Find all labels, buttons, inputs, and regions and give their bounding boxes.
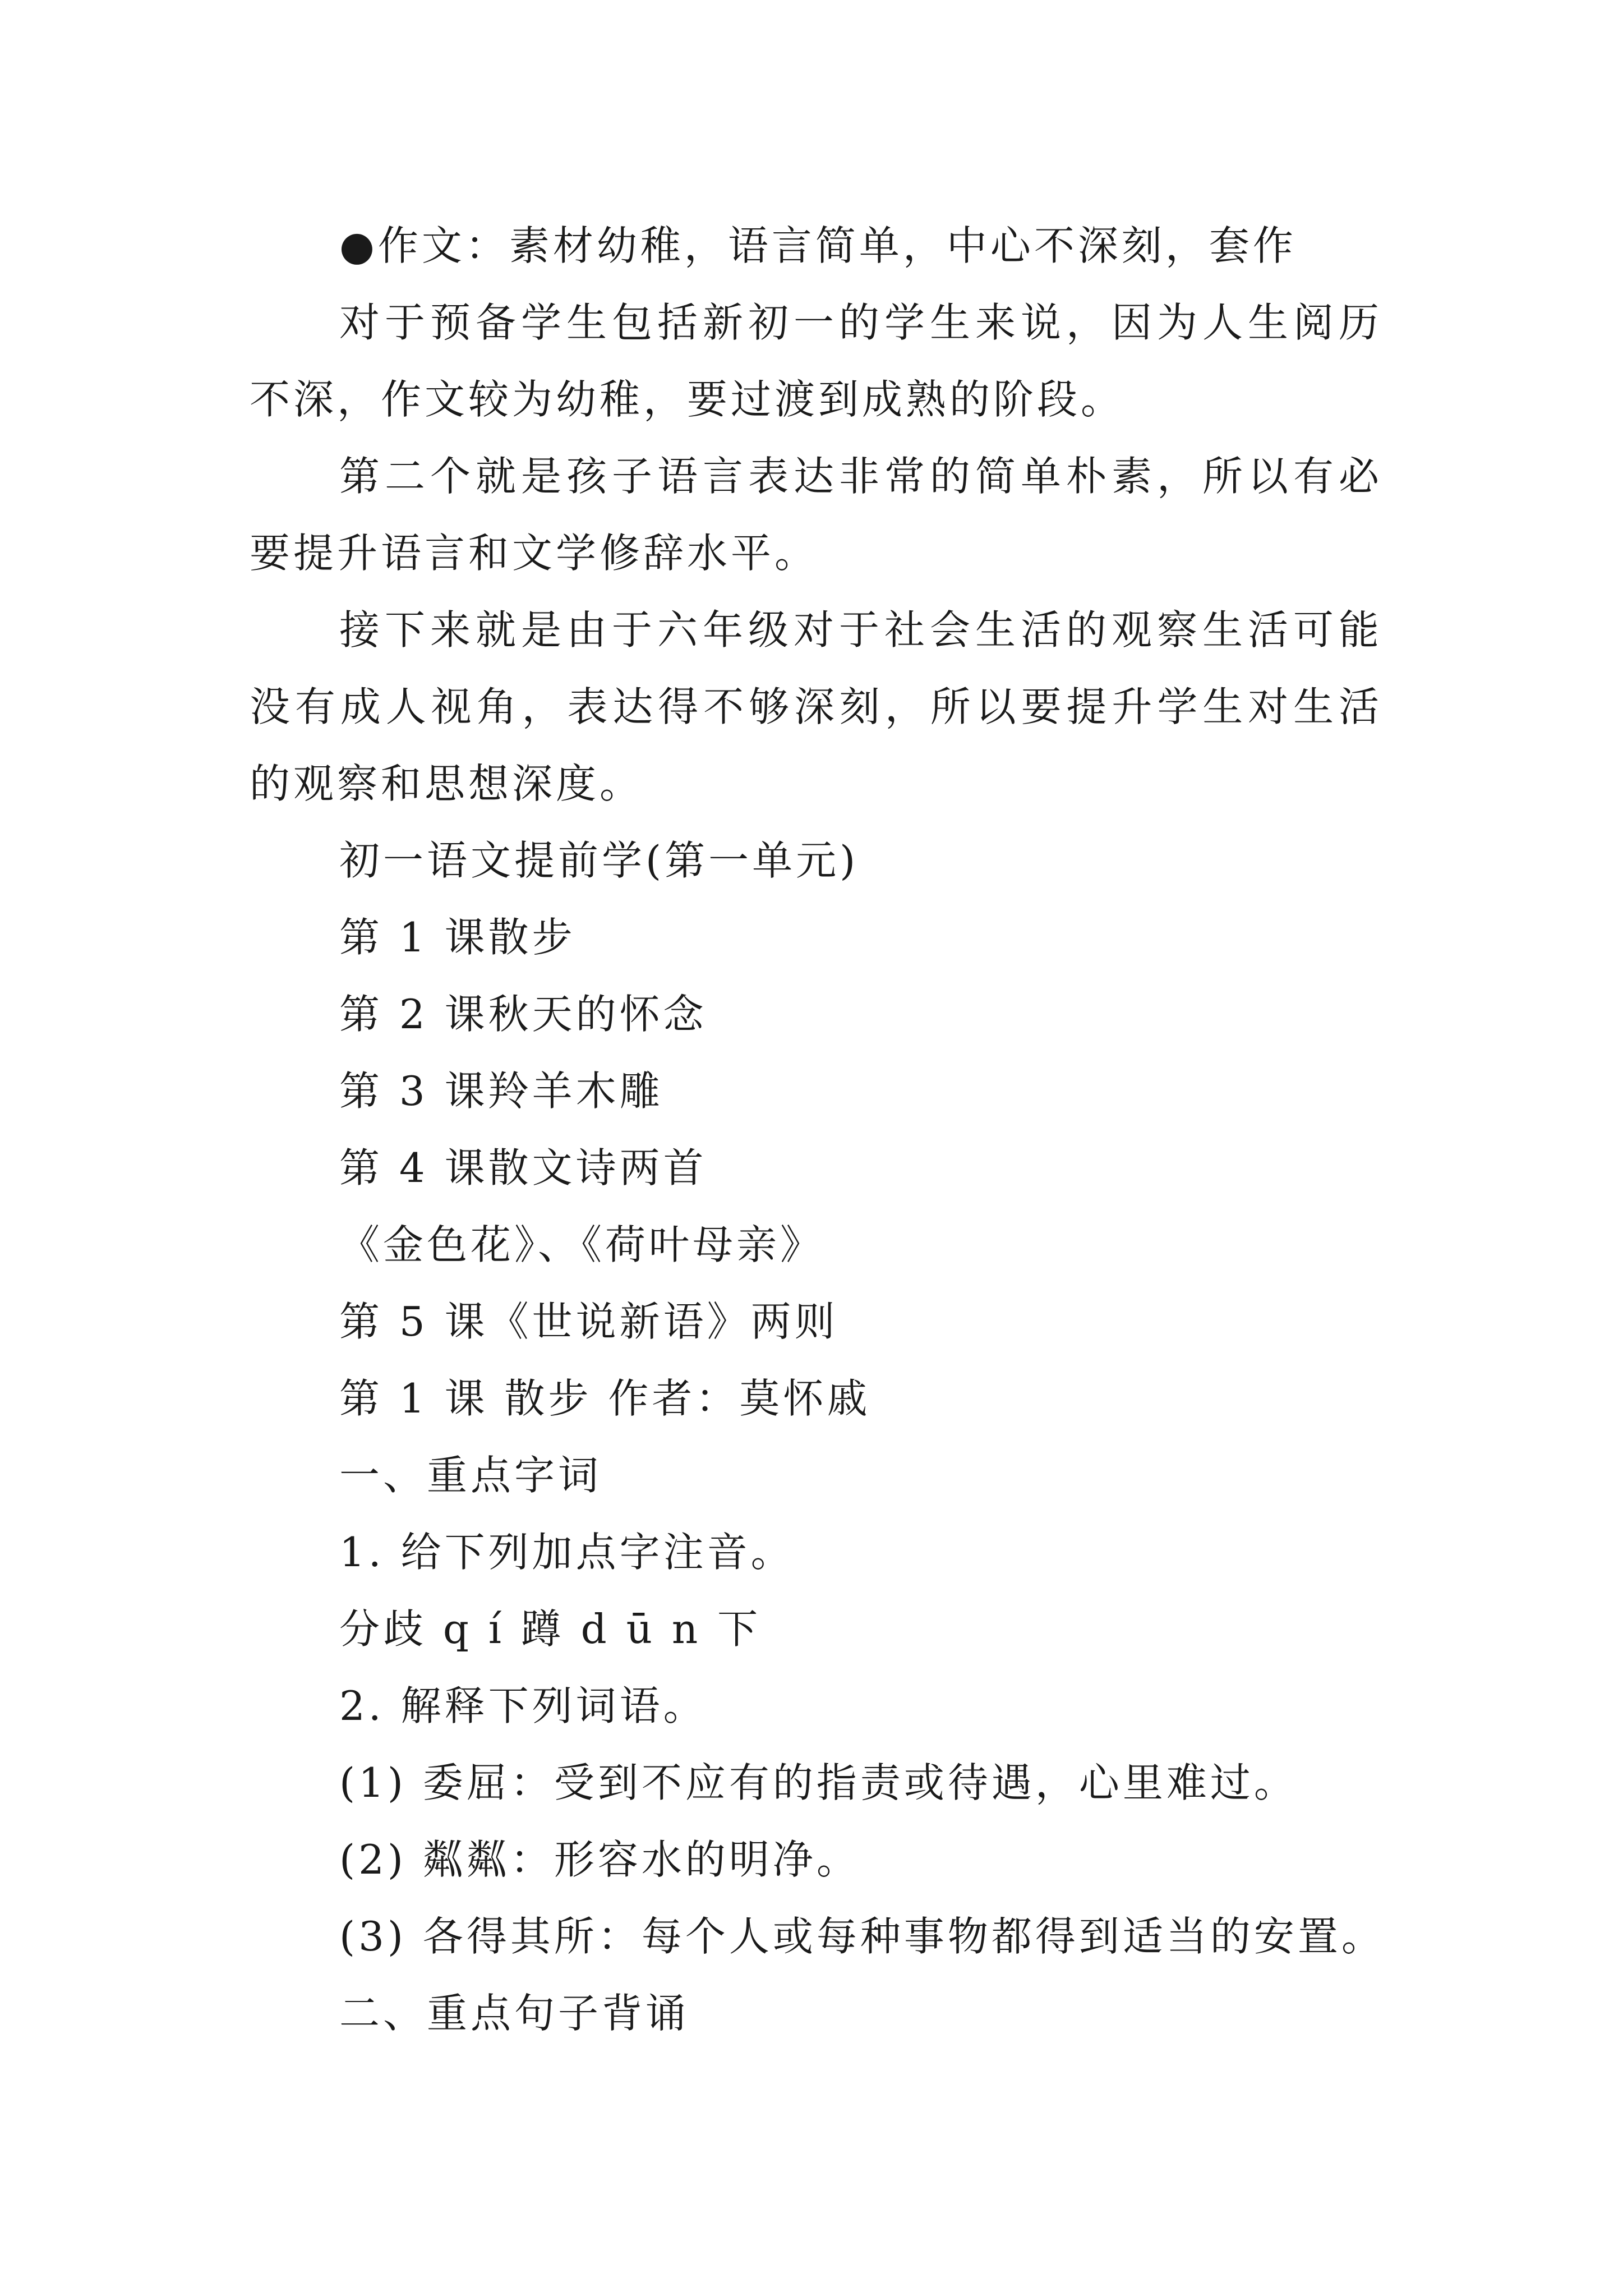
- document-body: [250, 208, 1385, 2052]
- section-heading-recitation: 二、重点句子背诵: [339, 1990, 690, 2037]
- lesson-heading: 第 1 课 散步 作者：莫怀戚: [339, 1375, 871, 1422]
- lesson-item: 第 5 课《世说新语》两则: [339, 1298, 838, 1345]
- question-definitions: 2. 解释下列词语。: [339, 1682, 707, 1729]
- lesson-item: 第 1 课散步: [339, 914, 576, 961]
- paragraph-maturity: 对于预备学生包括新初一的学生来说，因为人生阅历不深，作文较为幼稚，要过渡到成熟的阶段。: [250, 299, 1382, 423]
- paragraph-language: 第二个就是孩子语言表达非常的简单朴素，所以有必要提升语言和文学修辞水平。: [250, 453, 1382, 577]
- lesson-item: 第 4 课散文诗两首: [339, 1144, 707, 1191]
- definition-item: (3) 各得其所：每个人或每种事物都得到适当的安置。: [339, 1913, 1385, 1960]
- definition-item: (2) 粼粼：形容水的明净。: [339, 1836, 860, 1883]
- lesson-item: 第 2 课秋天的怀念: [339, 991, 707, 1038]
- composition-heading: ●作文：素材幼稚，语言简单，中心不深刻，套作: [339, 222, 1297, 269]
- lesson-item: 第 3 课羚羊木雕: [339, 1068, 663, 1115]
- section-heading-key-words: 一、重点字词: [339, 1452, 602, 1499]
- definition-item: (1) 委屈：受到不应有的指责或待遇，心里难过。: [339, 1759, 1298, 1806]
- unit-title: 初一语文提前学(第一单元): [339, 837, 859, 884]
- question-pinyin: 1. 给下列加点字注音。: [339, 1529, 795, 1576]
- pinyin-answer: 分歧 q í 蹲 d ū n 下: [339, 1605, 762, 1653]
- paragraph-depth: 接下来就是由于六年级对于社会生活的观察生活可能没有成人视角，表达得不够深刻，所以要提升学生对生活的观察和思想深度。: [250, 606, 1382, 807]
- lesson-item: 《金色花》、《荷叶母亲》: [339, 1221, 824, 1268]
